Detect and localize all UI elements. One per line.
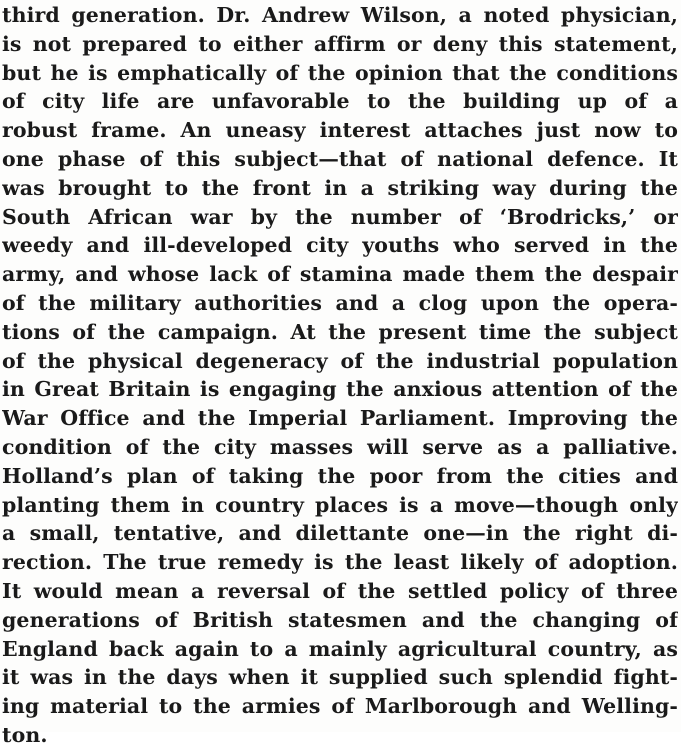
text-line: ing material to the armies of Marlborough and Welling- — [2, 694, 678, 719]
text-line: South African war by the number of ‘Brodricks,’ or — [2, 204, 678, 229]
text-line: generations of British statesmen and the changing of — [2, 607, 678, 632]
text-line: condition of the city masses will serve as a palliative. — [2, 434, 678, 459]
text-line: weedy and ill-developed city youths who served in the — [2, 233, 678, 258]
text-line: ton. — [2, 722, 48, 747]
text-line: in Great Britain is engaging the anxious attention of the — [2, 377, 678, 402]
text-line: of the physical degeneracy of the industrial population — [2, 348, 678, 373]
text-line: rection. The true remedy is the least likely of adoption. — [2, 550, 678, 575]
text-line: one phase of this subject—that of national defence. It — [2, 146, 678, 171]
text-line: tions of the campaign. At the present time the subject — [2, 319, 678, 344]
text-line: third generation. Dr. Andrew Wilson, a noted physician, — [2, 3, 678, 27]
text-line: War Office and the Imperial Parliament. Improving the — [2, 406, 678, 431]
text-line: of city life are unfavorable to the building up of a — [2, 89, 678, 114]
article-column — [2, 1, 678, 750]
text-line: is not prepared to either affirm or deny this statement, — [2, 31, 678, 56]
text-line: Holland’s plan of taking the poor from the cities and — [2, 463, 678, 488]
text-line: England back again to a mainly agricultural country, as — [2, 636, 678, 661]
text-line: it was in the days when it supplied such splendid fight- — [2, 665, 678, 690]
text-line: was brought to the front in a striking way during the — [2, 175, 678, 200]
text-line: planting them in country places is a move—though only — [2, 492, 678, 517]
text-line: army, and whose lack of stamina made them the despair — [2, 262, 678, 287]
text-line: of the military authorities and a clog upon the opera- — [2, 290, 678, 315]
text-line: robust frame. An uneasy interest attaches just now to — [2, 118, 678, 143]
text-line: It would mean a reversal of the settled policy of three — [2, 578, 678, 603]
text-line: but he is emphatically of the opinion that the conditions — [2, 60, 678, 85]
text-line: a small, tentative, and dilettante one—in the right di- — [2, 521, 678, 546]
